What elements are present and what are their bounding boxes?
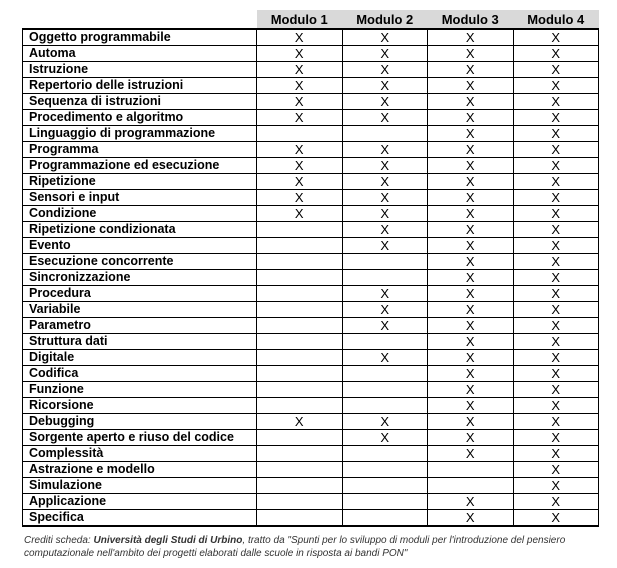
x-mark: X — [465, 446, 475, 461]
modulo-2-mark-cell — [342, 190, 428, 206]
table-row — [23, 270, 599, 286]
modulo-2-mark-cell — [342, 94, 428, 110]
x-mark: X — [380, 94, 390, 109]
modulo-1-mark-cell — [257, 62, 343, 78]
x-mark: X — [380, 302, 390, 317]
x-mark: X — [294, 94, 304, 109]
x-mark: X — [294, 30, 304, 45]
modulo-4-mark-cell — [513, 286, 599, 302]
modulo-4-mark-cell — [513, 350, 599, 366]
concept-cell: Digitale — [23, 350, 257, 366]
modulo-3-mark-cell — [428, 510, 514, 527]
modulo-1-mark-cell — [257, 366, 343, 382]
table-row — [23, 398, 599, 414]
concept-cell: Sorgente aperto e riuso del codice — [23, 430, 257, 446]
modulo-1-mark-cell — [257, 382, 343, 398]
concept-cell: Sequenza di istruzioni — [23, 94, 257, 110]
x-mark: X — [380, 62, 390, 77]
modulo-3-mark-cell — [428, 94, 514, 110]
modulo-2-mark-cell — [342, 238, 428, 254]
modulo-2-mark-cell — [342, 46, 428, 62]
table-row — [23, 29, 599, 46]
table-row — [23, 462, 599, 478]
table-row — [23, 206, 599, 222]
modulo-1-mark-cell — [257, 222, 343, 238]
modulo-1-mark-cell — [257, 414, 343, 430]
x-mark: X — [465, 270, 475, 285]
x-mark: X — [551, 94, 561, 109]
modulo-3-mark-cell — [428, 334, 514, 350]
modulo-2-mark-cell — [342, 350, 428, 366]
modulo-2-mark-cell — [342, 222, 428, 238]
header-modulo-4: Modulo 4 — [513, 10, 599, 29]
header-modulo-3: Modulo 3 — [428, 10, 514, 29]
header-empty-cell — [23, 10, 257, 29]
x-mark: X — [380, 430, 390, 445]
modulo-1-mark-cell — [257, 174, 343, 190]
x-mark: X — [551, 382, 561, 397]
x-mark: X — [380, 190, 390, 205]
credits-note — [24, 534, 604, 560]
concept-cell: Programma — [23, 142, 257, 158]
modulo-4-mark-cell — [513, 62, 599, 78]
modulo-4-mark-cell — [513, 190, 599, 206]
table-row — [23, 238, 599, 254]
modulo-2-mark-cell — [342, 366, 428, 382]
modulo-2-mark-cell — [342, 302, 428, 318]
x-mark: X — [465, 254, 475, 269]
concept-cell: Struttura dati — [23, 334, 257, 350]
x-mark: X — [465, 238, 475, 253]
modulo-3-mark-cell — [428, 222, 514, 238]
modulo-1-mark-cell — [257, 446, 343, 462]
modulo-3-mark-cell — [428, 270, 514, 286]
modulo-1-mark-cell — [257, 462, 343, 478]
modulo-4-mark-cell — [513, 174, 599, 190]
modulo-3-mark-cell — [428, 478, 514, 494]
modulo-1-mark-cell — [257, 29, 343, 46]
modulo-1-mark-cell — [257, 398, 343, 414]
table-row — [23, 350, 599, 366]
modulo-1-mark-cell — [257, 126, 343, 142]
modulo-1-mark-cell — [257, 238, 343, 254]
modulo-2-mark-cell — [342, 254, 428, 270]
x-mark: X — [551, 334, 561, 349]
x-mark: X — [551, 430, 561, 445]
x-mark: X — [294, 414, 304, 429]
modulo-3-mark-cell — [428, 110, 514, 126]
modulo-2-mark-cell — [342, 494, 428, 510]
x-mark: X — [465, 494, 475, 509]
modulo-3-mark-cell — [428, 414, 514, 430]
concepts-table-container — [22, 10, 598, 527]
concept-cell: Variabile — [23, 302, 257, 318]
x-mark: X — [551, 254, 561, 269]
modulo-3-mark-cell — [428, 174, 514, 190]
x-mark: X — [465, 510, 475, 525]
x-mark: X — [551, 414, 561, 429]
modulo-4-mark-cell — [513, 158, 599, 174]
concept-cell: Ripetizione condizionata — [23, 222, 257, 238]
x-mark: X — [551, 478, 561, 493]
modulo-4-mark-cell — [513, 46, 599, 62]
x-mark: X — [465, 142, 475, 157]
table-row — [23, 46, 599, 62]
table-row — [23, 366, 599, 382]
table-row — [23, 110, 599, 126]
modulo-3-mark-cell — [428, 29, 514, 46]
modulo-1-mark-cell — [257, 190, 343, 206]
modulo-4-mark-cell — [513, 94, 599, 110]
concept-cell: Evento — [23, 238, 257, 254]
modulo-4-mark-cell — [513, 78, 599, 94]
modulo-2-mark-cell — [342, 270, 428, 286]
modulo-3-mark-cell — [428, 158, 514, 174]
concept-cell: Complessità — [23, 446, 257, 462]
x-mark: X — [551, 238, 561, 253]
x-mark: X — [465, 62, 475, 77]
concept-cell: Istruzione — [23, 62, 257, 78]
modulo-2-mark-cell — [342, 398, 428, 414]
modulo-3-mark-cell — [428, 446, 514, 462]
modulo-2-mark-cell — [342, 478, 428, 494]
x-mark: X — [294, 206, 304, 221]
x-mark: X — [551, 190, 561, 205]
modulo-1-mark-cell — [257, 94, 343, 110]
x-mark: X — [380, 174, 390, 189]
modulo-2-mark-cell — [342, 414, 428, 430]
modulo-4-mark-cell — [513, 430, 599, 446]
x-mark: X — [551, 62, 561, 77]
x-mark: X — [465, 302, 475, 317]
concept-cell: Astrazione e modello — [23, 462, 257, 478]
concept-cell: Applicazione — [23, 494, 257, 510]
modulo-2-mark-cell — [342, 430, 428, 446]
x-mark: X — [465, 350, 475, 365]
x-mark: X — [551, 510, 561, 525]
x-mark: X — [551, 142, 561, 157]
x-mark: X — [465, 110, 475, 125]
modulo-3-mark-cell — [428, 286, 514, 302]
x-mark: X — [294, 78, 304, 93]
x-mark: X — [380, 142, 390, 157]
concept-cell: Specifica — [23, 510, 257, 527]
modulo-2-mark-cell — [342, 382, 428, 398]
x-mark: X — [551, 494, 561, 509]
header-modulo-1: Modulo 1 — [257, 10, 343, 29]
x-mark: X — [465, 78, 475, 93]
modulo-4-mark-cell — [513, 334, 599, 350]
table-row — [23, 302, 599, 318]
x-mark: X — [551, 78, 561, 93]
modulo-2-mark-cell — [342, 62, 428, 78]
modulo-3-mark-cell — [428, 494, 514, 510]
modulo-4-mark-cell — [513, 494, 599, 510]
modulo-3-mark-cell — [428, 46, 514, 62]
concept-cell: Condizione — [23, 206, 257, 222]
x-mark: X — [551, 206, 561, 221]
modulo-3-mark-cell — [428, 462, 514, 478]
modulo-1-mark-cell — [257, 110, 343, 126]
concept-cell: Programmazione ed esecuzione — [23, 158, 257, 174]
modulo-2-mark-cell — [342, 286, 428, 302]
x-mark: X — [380, 78, 390, 93]
x-mark: X — [380, 30, 390, 45]
x-mark: X — [380, 110, 390, 125]
concept-cell: Debugging — [23, 414, 257, 430]
table-row — [23, 126, 599, 142]
concept-cell: Linguaggio di programmazione — [23, 126, 257, 142]
modulo-3-mark-cell — [428, 382, 514, 398]
table-row — [23, 190, 599, 206]
table-row — [23, 334, 599, 350]
x-mark: X — [465, 158, 475, 173]
table-row — [23, 494, 599, 510]
table-row — [23, 94, 599, 110]
x-mark: X — [551, 350, 561, 365]
x-mark: X — [380, 206, 390, 221]
x-mark: X — [551, 222, 561, 237]
concept-cell: Funzione — [23, 382, 257, 398]
x-mark: X — [551, 366, 561, 381]
modulo-4-mark-cell — [513, 126, 599, 142]
x-mark: X — [551, 158, 561, 173]
table-row — [23, 158, 599, 174]
table-row — [23, 286, 599, 302]
x-mark: X — [551, 46, 561, 61]
x-mark: X — [294, 62, 304, 77]
modulo-1-mark-cell — [257, 478, 343, 494]
concept-cell: Sensori e input — [23, 190, 257, 206]
table-row — [23, 254, 599, 270]
x-mark: X — [380, 414, 390, 429]
modulo-1-mark-cell — [257, 158, 343, 174]
modulo-1-mark-cell — [257, 510, 343, 527]
modulo-4-mark-cell — [513, 478, 599, 494]
x-mark: X — [294, 158, 304, 173]
modulo-1-mark-cell — [257, 334, 343, 350]
modulo-4-mark-cell — [513, 414, 599, 430]
modulo-3-mark-cell — [428, 366, 514, 382]
modulo-4-mark-cell — [513, 462, 599, 478]
x-mark: X — [380, 46, 390, 61]
modulo-3-mark-cell — [428, 142, 514, 158]
table-row — [23, 510, 599, 527]
modulo-1-mark-cell — [257, 270, 343, 286]
modulo-1-mark-cell — [257, 302, 343, 318]
x-mark: X — [551, 446, 561, 461]
table-row — [23, 382, 599, 398]
modulo-4-mark-cell — [513, 382, 599, 398]
concept-cell: Sincronizzazione — [23, 270, 257, 286]
header-modulo-2: Modulo 2 — [342, 10, 428, 29]
x-mark: X — [551, 30, 561, 45]
x-mark: X — [465, 334, 475, 349]
modulo-1-mark-cell — [257, 494, 343, 510]
x-mark: X — [465, 318, 475, 333]
modulo-1-mark-cell — [257, 78, 343, 94]
table-row — [23, 142, 599, 158]
modulo-3-mark-cell — [428, 318, 514, 334]
x-mark: X — [380, 222, 390, 237]
modulo-2-mark-cell — [342, 462, 428, 478]
x-mark: X — [465, 30, 475, 45]
x-mark: X — [465, 398, 475, 413]
modulo-2-mark-cell — [342, 446, 428, 462]
modulo-1-mark-cell — [257, 350, 343, 366]
modulo-2-mark-cell — [342, 158, 428, 174]
x-mark: X — [551, 286, 561, 301]
modulo-3-mark-cell — [428, 350, 514, 366]
x-mark: X — [294, 190, 304, 205]
modulo-1-mark-cell — [257, 286, 343, 302]
table-row — [23, 446, 599, 462]
modulo-4-mark-cell — [513, 398, 599, 414]
modulo-1-mark-cell — [257, 254, 343, 270]
credits-source: Università degli Studi di Urbino — [93, 535, 243, 546]
x-mark: X — [465, 430, 475, 445]
modulo-2-mark-cell — [342, 318, 428, 334]
modulo-3-mark-cell — [428, 302, 514, 318]
table-row — [23, 318, 599, 334]
modulo-1-mark-cell — [257, 318, 343, 334]
x-mark: X — [380, 238, 390, 253]
modulo-4-mark-cell — [513, 222, 599, 238]
modulo-3-mark-cell — [428, 206, 514, 222]
modulo-4-mark-cell — [513, 302, 599, 318]
modulo-2-mark-cell — [342, 142, 428, 158]
x-mark: X — [465, 382, 475, 397]
x-mark: X — [465, 366, 475, 381]
modulo-2-mark-cell — [342, 29, 428, 46]
table-row — [23, 78, 599, 94]
x-mark: X — [551, 270, 561, 285]
credits-prefix: Crediti scheda: — [24, 535, 94, 546]
concept-cell: Parametro — [23, 318, 257, 334]
modulo-2-mark-cell — [342, 110, 428, 126]
modulo-3-mark-cell — [428, 190, 514, 206]
x-mark: X — [294, 46, 304, 61]
modulo-2-mark-cell — [342, 78, 428, 94]
concept-cell: Esecuzione concorrente — [23, 254, 257, 270]
modulo-2-mark-cell — [342, 510, 428, 527]
x-mark: X — [465, 46, 475, 61]
x-mark: X — [380, 158, 390, 173]
modulo-4-mark-cell — [513, 446, 599, 462]
modulo-4-mark-cell — [513, 318, 599, 334]
modulo-2-mark-cell — [342, 206, 428, 222]
modulo-2-mark-cell — [342, 174, 428, 190]
modulo-2-mark-cell — [342, 126, 428, 142]
x-mark: X — [380, 350, 390, 365]
x-mark: X — [551, 126, 561, 141]
x-mark: X — [551, 110, 561, 125]
x-mark: X — [551, 174, 561, 189]
x-mark: X — [465, 206, 475, 221]
x-mark: X — [465, 222, 475, 237]
credits-text: , tratto da "Spunti per lo sviluppo di moduli per l'introduzione del pensiero computazionale nell'ambito dei progetti elaborati dalle scuole in risposta ai bandi PON" — [24, 535, 566, 559]
modulo-3-mark-cell — [428, 398, 514, 414]
table-header-row — [23, 10, 599, 29]
modulo-4-mark-cell — [513, 270, 599, 286]
modulo-3-mark-cell — [428, 78, 514, 94]
table-row — [23, 430, 599, 446]
modulo-4-mark-cell — [513, 110, 599, 126]
modulo-4-mark-cell — [513, 238, 599, 254]
modulo-3-mark-cell — [428, 254, 514, 270]
modulo-1-mark-cell — [257, 46, 343, 62]
x-mark: X — [294, 142, 304, 157]
x-mark: X — [551, 462, 561, 477]
x-mark: X — [380, 318, 390, 333]
concept-cell: Simulazione — [23, 478, 257, 494]
concept-cell: Automa — [23, 46, 257, 62]
x-mark: X — [294, 174, 304, 189]
table-row — [23, 62, 599, 78]
table-body — [23, 29, 599, 526]
modulo-3-mark-cell — [428, 238, 514, 254]
x-mark: X — [551, 318, 561, 333]
concept-cell: Procedimento e algoritmo — [23, 110, 257, 126]
modulo-4-mark-cell — [513, 510, 599, 527]
modulo-2-mark-cell — [342, 334, 428, 350]
modulo-3-mark-cell — [428, 430, 514, 446]
modulo-3-mark-cell — [428, 126, 514, 142]
modulo-4-mark-cell — [513, 206, 599, 222]
x-mark: X — [294, 110, 304, 125]
modulo-3-mark-cell — [428, 62, 514, 78]
concept-cell: Oggetto programmabile — [23, 29, 257, 46]
concept-cell: Codifica — [23, 366, 257, 382]
table-row — [23, 174, 599, 190]
concepts-table — [22, 10, 599, 527]
x-mark: X — [380, 286, 390, 301]
x-mark: X — [551, 398, 561, 413]
x-mark: X — [465, 190, 475, 205]
x-mark: X — [465, 94, 475, 109]
concept-cell: Ripetizione — [23, 174, 257, 190]
modulo-4-mark-cell — [513, 29, 599, 46]
x-mark: X — [465, 126, 475, 141]
modulo-4-mark-cell — [513, 142, 599, 158]
x-mark: X — [465, 286, 475, 301]
concept-cell: Repertorio delle istruzioni — [23, 78, 257, 94]
concept-cell: Procedura — [23, 286, 257, 302]
modulo-1-mark-cell — [257, 206, 343, 222]
modulo-1-mark-cell — [257, 142, 343, 158]
table-row — [23, 222, 599, 238]
table-row — [23, 478, 599, 494]
modulo-4-mark-cell — [513, 254, 599, 270]
concept-cell: Ricorsione — [23, 398, 257, 414]
x-mark: X — [465, 174, 475, 189]
table-row — [23, 414, 599, 430]
x-mark: X — [465, 414, 475, 429]
x-mark: X — [551, 302, 561, 317]
modulo-4-mark-cell — [513, 366, 599, 382]
modulo-1-mark-cell — [257, 430, 343, 446]
